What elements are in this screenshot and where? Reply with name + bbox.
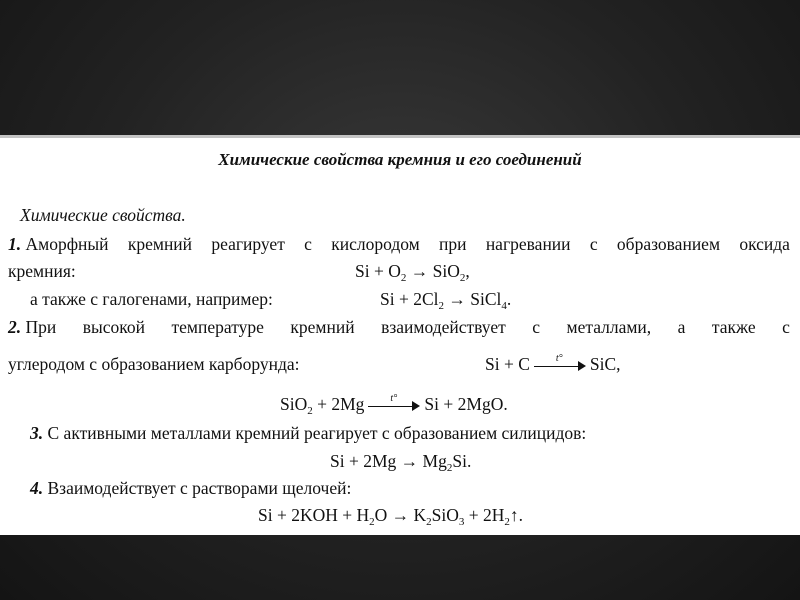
heat-arrow-icon: t°	[368, 399, 420, 413]
word: оксида	[739, 234, 790, 254]
paragraph-1-line-2: кремния:	[8, 261, 76, 281]
item-number-1: 1.	[8, 234, 22, 254]
paragraph-4: 4. Взаимодействует с растворами щелочей:	[30, 478, 352, 498]
word: кремний	[290, 317, 355, 337]
word: реагирует	[211, 234, 285, 254]
equation-si-c: Si + C t° SiC,	[485, 352, 621, 374]
page-top-edge	[0, 135, 800, 138]
paragraph-2-line-1	[8, 317, 790, 337]
gas-arrow-icon: ↑	[509, 505, 519, 525]
document-page	[0, 135, 800, 535]
word: при	[439, 234, 467, 254]
equation-si-koh: $Si + 2KOH + H_2O \to K_2SiO_3$ + $2H_2↑$.	[258, 505, 524, 528]
word: высокой	[82, 317, 146, 337]
word: с	[589, 234, 598, 254]
section-heading: Химические свойства.	[20, 205, 186, 225]
paragraph-3: 3. С активными металлами кремний реагирует с образованием силицидов:	[30, 423, 587, 443]
item-number-2: 2.	[8, 317, 22, 337]
item-number-3: 3.	[30, 423, 44, 443]
equation-si-cl2: $Si + 2Cl_2$ → SiCl$_4$.	[380, 289, 512, 312]
word: с	[532, 317, 541, 337]
heat-arrow-icon: t°	[534, 359, 586, 373]
word: образованием	[616, 234, 721, 254]
word: с	[782, 317, 790, 337]
page-title: Химические свойства кремния и его соединений	[218, 150, 582, 169]
word: нагревании	[485, 234, 571, 254]
equation-si-o2: $Si + O_2 \to SiO_2$,	[355, 261, 470, 284]
equation-sio2-mg: SiO$_2$ + 2Mg t° Si + 2MgO.	[280, 392, 508, 417]
word: с	[304, 234, 312, 254]
equation-si-mg: $Si + 2Mg \to Mg_2Si$.	[330, 451, 472, 474]
word: взаимодействует	[381, 317, 506, 337]
paragraph-1-halogens: а также с галогенами, например:	[30, 289, 273, 309]
word: кремний	[127, 234, 193, 254]
word: кислородом	[331, 234, 420, 254]
word: а	[677, 317, 686, 337]
word: также	[711, 317, 756, 337]
paragraph-2-line-2: углеродом с образованием карборунда:	[8, 354, 300, 374]
word: При	[25, 317, 57, 337]
word: Аморфный	[25, 234, 109, 254]
item-number-4: 4.	[30, 478, 44, 498]
word: температуре	[171, 317, 264, 337]
word: металлами,	[566, 317, 652, 337]
paragraph-1-line-1	[8, 234, 790, 254]
